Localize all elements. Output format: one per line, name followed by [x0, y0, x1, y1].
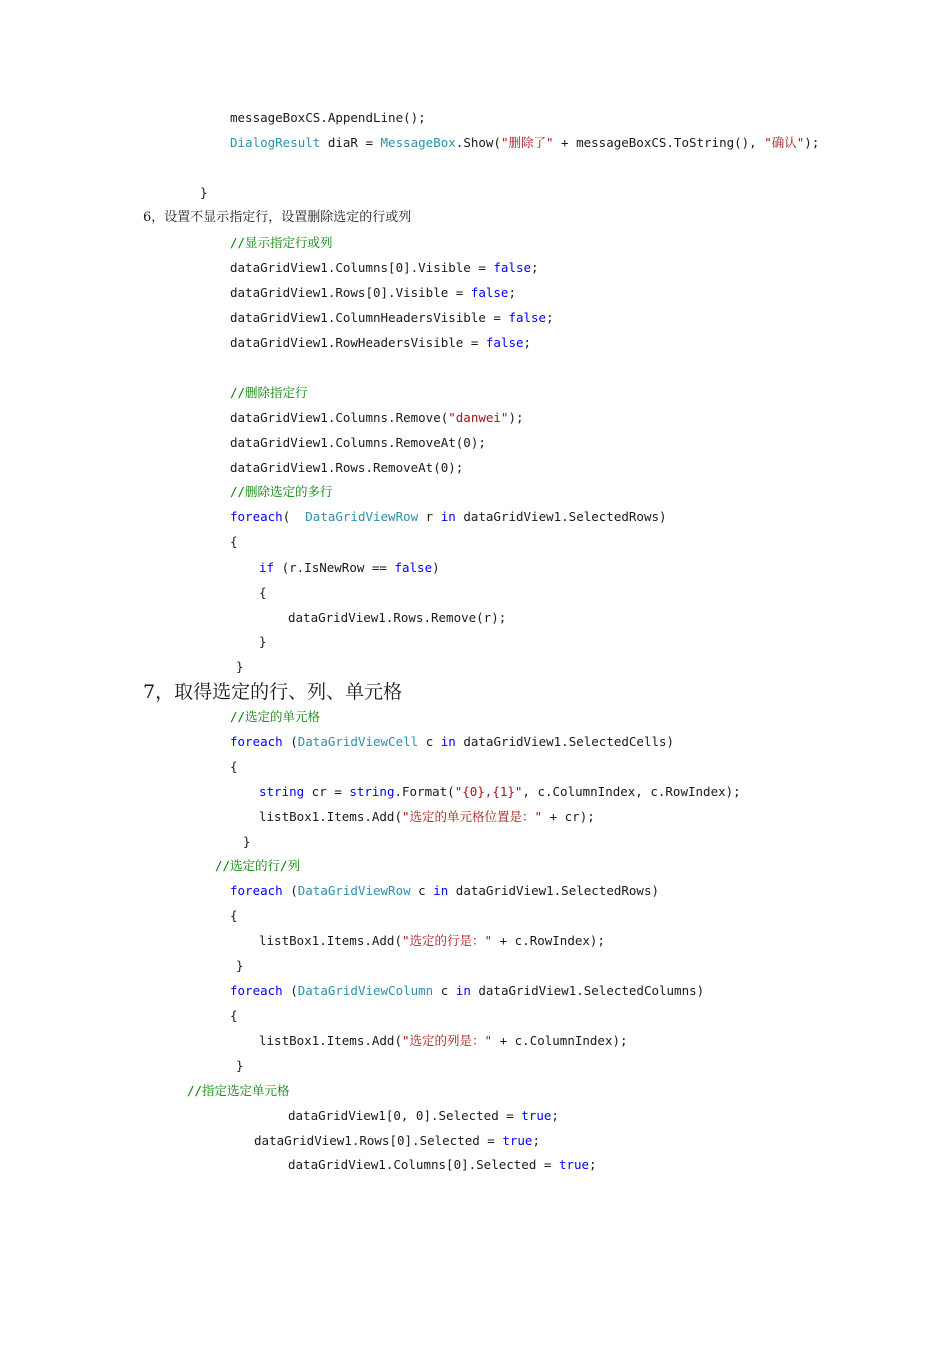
- code-line: [230, 410, 524, 426]
- code-token-plain: ;: [523, 335, 532, 350]
- code-token-plain: (: [282, 509, 306, 524]
- code-token-plain: ;: [551, 1108, 559, 1123]
- code-token-plain: ;: [589, 1157, 597, 1172]
- code-token-plain: + messageBoxCS.ToString(),: [553, 135, 765, 150]
- code-line: [236, 1058, 244, 1074]
- code-token-plain: dataGridView1.Rows.Remove(r);: [288, 610, 507, 625]
- code-token-plain: r: [418, 509, 441, 524]
- code-token-plain: 7，取得选定的行、列、单元格: [143, 681, 403, 703]
- code-token-comment: //删除选定的多行: [230, 484, 333, 499]
- code-token-plain: {: [259, 585, 267, 600]
- code-token-keyword: false: [493, 260, 532, 275]
- code-line: [187, 1083, 290, 1099]
- code-token-plain: listBox1.Items.Add(: [259, 1033, 402, 1048]
- code-token-keyword: foreach: [230, 509, 283, 524]
- code-line: [259, 1033, 628, 1049]
- code-line: [230, 759, 238, 775]
- code-token-plain: c: [410, 883, 434, 898]
- section-subheading: [143, 210, 411, 226]
- code-token-keyword: foreach: [230, 734, 283, 749]
- code-line: [259, 560, 440, 576]
- code-token-string: "选定的行是：": [402, 933, 493, 948]
- code-token-plain: (r.IsNewRow ==: [274, 560, 395, 575]
- code-line: [230, 135, 819, 151]
- code-token-plain: (: [282, 734, 298, 749]
- code-line: [236, 958, 244, 974]
- code-line: [259, 585, 267, 601]
- code-token-plain: .Format(: [394, 784, 455, 799]
- code-token-plain: dataGridView1.Columns[0].Selected =: [288, 1157, 559, 1172]
- code-line: [230, 235, 333, 251]
- code-line: [230, 734, 674, 750]
- code-token-plain: {: [230, 908, 238, 923]
- code-token-string: "确认": [764, 135, 805, 150]
- code-token-comment: //选定的行/列: [215, 858, 301, 873]
- code-token-plain: dataGridView1.RowHeadersVisible =: [230, 335, 486, 350]
- code-token-plain: .Show(: [455, 135, 501, 150]
- code-token-plain: dataGridView1.Rows[0].Visible =: [230, 285, 471, 300]
- code-token-plain: dataGridView1.SelectedColumns): [470, 983, 705, 998]
- code-token-type: DataGridViewCell: [297, 734, 419, 749]
- code-line: [230, 883, 659, 899]
- code-line: [259, 933, 605, 949]
- code-token-comment: //选定的单元格: [230, 709, 321, 724]
- code-line: [254, 1133, 540, 1149]
- code-line: [259, 634, 267, 650]
- code-token-keyword: in: [433, 883, 449, 898]
- code-token-plain: dataGridView1.Columns[0].Visible =: [230, 260, 494, 275]
- code-token-plain: dataGridView1[0, 0].Selected =: [288, 1108, 522, 1123]
- code-token-plain: );: [508, 410, 524, 425]
- code-line: [230, 460, 463, 476]
- code-token-plain: c: [433, 983, 456, 998]
- code-token-plain: dataGridView1.Columns.RemoveAt(0);: [230, 435, 486, 450]
- code-token-plain: }: [236, 659, 244, 674]
- code-token-plain: {: [230, 759, 238, 774]
- code-line: [230, 385, 308, 401]
- code-token-plain: dataGridView1.Rows.RemoveAt(0);: [230, 460, 464, 475]
- code-token-plain: ;: [508, 285, 516, 300]
- code-line: [230, 983, 704, 999]
- code-token-plain: dataGridView1.SelectedRows): [448, 883, 659, 898]
- code-token-comment: //显示指定行或列: [230, 235, 333, 250]
- code-line: [243, 834, 251, 850]
- code-token-plain: dataGridView1.SelectedRows): [455, 509, 667, 524]
- code-line: [288, 1157, 597, 1173]
- code-token-plain: (: [282, 883, 298, 898]
- code-token-plain: messageBoxCS.AppendLine();: [230, 110, 426, 125]
- code-token-plain: dataGridView1.Rows[0].Selected =: [254, 1133, 503, 1148]
- code-line: [230, 435, 486, 451]
- code-token-string: "选定的列是：": [402, 1033, 493, 1048]
- code-line: [230, 285, 516, 301]
- code-token-type: DialogResult: [230, 135, 321, 150]
- code-token-plain: listBox1.Items.Add(: [259, 933, 402, 948]
- code-token-keyword: if: [259, 560, 275, 575]
- code-token-type: MessageBox: [380, 135, 456, 150]
- code-line: [200, 185, 208, 201]
- code-line: [236, 659, 244, 675]
- code-token-plain: dataGridView1.Columns.Remove(: [230, 410, 449, 425]
- code-token-string: "删除了": [500, 135, 554, 150]
- code-line: [230, 709, 320, 725]
- code-token-plain: {: [230, 1008, 238, 1023]
- code-token-plain: c: [418, 734, 441, 749]
- code-token-keyword: in: [440, 509, 456, 524]
- code-token-keyword: true: [558, 1157, 590, 1172]
- code-token-plain: }: [236, 958, 244, 973]
- code-token-plain: }: [243, 834, 251, 849]
- code-token-plain: ): [432, 560, 440, 575]
- code-token-plain: + c.ColumnIndex);: [492, 1033, 628, 1048]
- code-token-type: DataGridViewRow: [305, 509, 419, 524]
- code-token-plain: + c.RowIndex);: [492, 933, 605, 948]
- code-line: [230, 509, 667, 525]
- code-token-string: "{0},{1}": [454, 784, 523, 799]
- code-token-plain: }: [236, 1058, 244, 1073]
- code-token-string: "danwei": [448, 410, 509, 425]
- code-token-plain: cr =: [304, 784, 350, 799]
- code-token-keyword: false: [470, 285, 509, 300]
- code-line: [230, 310, 554, 326]
- code-line: [230, 484, 333, 500]
- code-line: [230, 908, 238, 924]
- code-token-plain: dataGridView1.SelectedCells): [455, 734, 675, 749]
- code-token-keyword: false: [485, 335, 524, 350]
- code-token-plain: }: [200, 185, 208, 200]
- code-token-type: DataGridViewRow: [297, 883, 411, 898]
- code-line: [230, 110, 426, 126]
- code-token-plain: ;: [531, 260, 539, 275]
- code-token-keyword: false: [394, 560, 433, 575]
- code-token-plain: , c.ColumnIndex, c.RowIndex);: [522, 784, 741, 799]
- code-token-plain: + cr);: [542, 809, 595, 824]
- code-token-type: DataGridViewColumn: [297, 983, 434, 998]
- code-token-keyword: string: [259, 784, 305, 799]
- code-token-comment: //指定选定单元格: [187, 1083, 290, 1098]
- code-token-plain: (: [282, 983, 298, 998]
- code-line: [230, 260, 539, 276]
- code-line: [288, 1108, 559, 1124]
- code-token-keyword: true: [502, 1133, 533, 1148]
- code-token-keyword: foreach: [230, 983, 283, 998]
- code-token-plain: ;: [532, 1133, 540, 1148]
- code-token-plain: listBox1.Items.Add(: [259, 809, 402, 824]
- code-token-comment: //删除指定行: [230, 385, 308, 400]
- code-line: [259, 784, 741, 800]
- code-token-plain: diaR =: [320, 135, 381, 150]
- code-line: [288, 610, 506, 626]
- code-line: [215, 858, 300, 874]
- code-token-keyword: foreach: [230, 883, 283, 898]
- code-token-plain: 6，设置不显示指定行，设置删除选定的行或列: [143, 210, 412, 225]
- code-token-keyword: string: [349, 784, 395, 799]
- code-token-plain: );: [804, 135, 820, 150]
- code-token-keyword: in: [440, 734, 456, 749]
- code-line: [230, 534, 238, 550]
- code-token-plain: }: [259, 634, 267, 649]
- code-token-plain: ;: [546, 310, 554, 325]
- code-line: [230, 1008, 238, 1024]
- code-token-keyword: true: [521, 1108, 552, 1123]
- code-token-plain: {: [230, 534, 238, 549]
- code-token-keyword: false: [508, 310, 547, 325]
- code-token-plain: dataGridView1.ColumnHeadersVisible =: [230, 310, 509, 325]
- code-token-string: "选定的单元格位置是：": [402, 809, 543, 824]
- code-line: [230, 335, 531, 351]
- code-line: [259, 809, 595, 825]
- code-token-keyword: in: [455, 983, 471, 998]
- section-heading: [143, 681, 402, 703]
